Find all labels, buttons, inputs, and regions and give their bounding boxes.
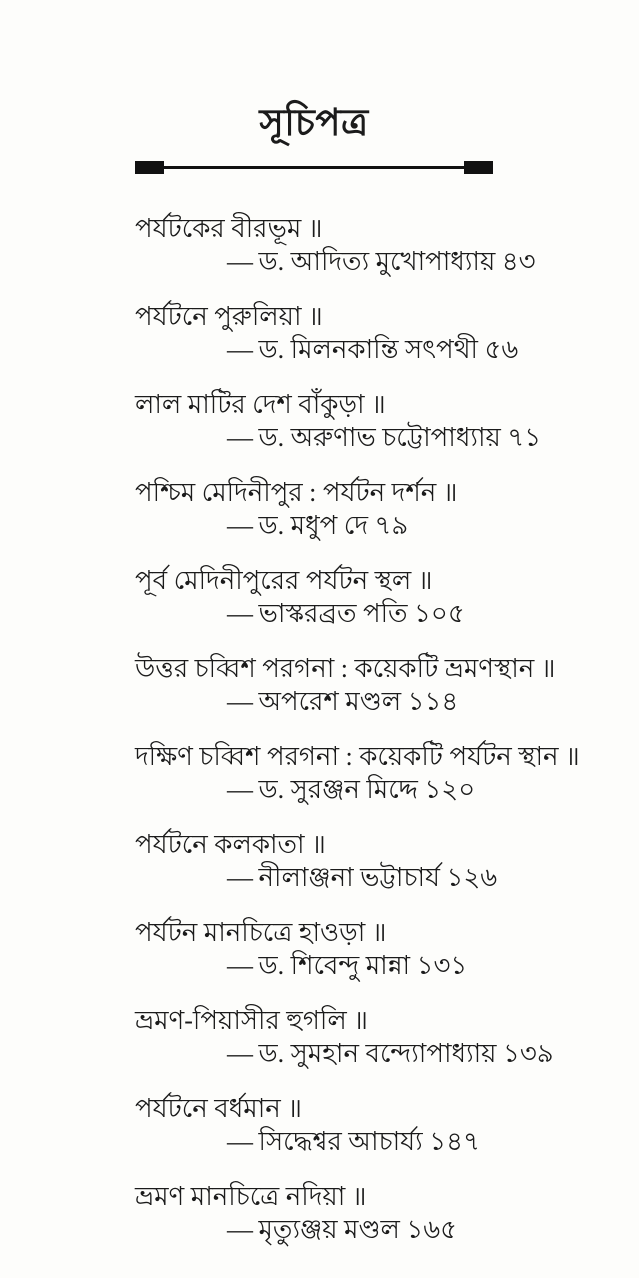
page-number: ১৩১ — [416, 951, 468, 980]
toc-entry — [135, 300, 615, 366]
author-dash: — — [227, 335, 252, 364]
toc-entry — [135, 1180, 615, 1246]
author-dash: — — [227, 599, 252, 628]
page-number: ১০৫ — [414, 599, 465, 628]
toc-entry — [135, 916, 615, 982]
entry-title: পর্যটন মানচিত্রে হাওড়া ॥ — [135, 918, 387, 947]
page-number: ১২০ — [424, 775, 476, 804]
toc-entry — [135, 212, 615, 278]
toc-entry — [135, 1004, 615, 1070]
divider-rule-line — [164, 166, 464, 169]
toc-entry — [135, 564, 615, 630]
entry-title: উত্তর চব্বিশ পরগনা : কয়েকটি ভ্রমণস্থান ॥ — [135, 654, 556, 683]
entry-author-line — [227, 1037, 615, 1070]
entry-author-line — [227, 685, 615, 718]
author-name: নীলাঞ্জনা ভট্টাচার্য — [258, 863, 441, 892]
entry-author-line — [227, 597, 615, 630]
author-name: ড. মধুপ দে — [258, 511, 369, 540]
title-divider — [135, 160, 493, 174]
toc-entry — [135, 740, 615, 806]
page-number: ১৪৭ — [429, 1127, 480, 1156]
author-name: ড. সুরঞ্জন মিদ্দে — [258, 775, 418, 804]
toc-list — [135, 212, 615, 1268]
entry-author-line — [227, 421, 615, 454]
author-dash: — — [227, 423, 252, 452]
toc-entry — [135, 828, 615, 894]
author-dash: — — [227, 247, 252, 276]
author-name: ভাস্করব্রত পতি — [258, 599, 408, 628]
entry-author-line — [227, 1125, 615, 1158]
author-dash: — — [227, 511, 252, 540]
entry-author-line — [227, 1213, 615, 1246]
page-number: ৫৬ — [484, 335, 519, 364]
page-title: সূচিপত্র — [259, 103, 369, 144]
divider-right-end-block — [464, 161, 493, 174]
page-number: ১৬৫ — [406, 1215, 458, 1244]
page-number: ৭৯ — [374, 511, 409, 540]
author-dash: — — [227, 951, 252, 980]
entry-title: পূর্ব মেদিনীপুরের পর্যটন স্থল ॥ — [135, 566, 433, 595]
toc-entry — [135, 476, 615, 542]
divider-left-end-block — [135, 161, 164, 174]
entry-title: পর্যটনে পুরুলিয়া ॥ — [135, 302, 323, 331]
author-dash: — — [227, 775, 252, 804]
page-number: ৪৩ — [501, 247, 536, 276]
page-number: ১২৬ — [446, 863, 498, 892]
author-name: ড. শিবেন্দু মান্না — [258, 951, 411, 980]
entry-author-line — [227, 333, 615, 366]
author-dash: — — [227, 687, 252, 716]
author-dash: — — [227, 1215, 252, 1244]
author-dash: — — [227, 1127, 252, 1156]
entry-author-line — [227, 861, 615, 894]
author-dash: — — [227, 863, 252, 892]
page-number: ১১৪ — [407, 687, 459, 716]
author-name: ড. আদিত্য মুখোপাধ্যায় — [258, 247, 496, 276]
entry-author-line — [227, 509, 615, 542]
entry-author-line — [227, 773, 615, 806]
entry-title: লাল মাটির দেশ বাঁকুড়া ॥ — [135, 390, 386, 419]
author-name: ড. মিলনকান্তি সৎপথী — [258, 335, 478, 364]
entry-title: দক্ষিণ চব্বিশ পরগনা : কয়েকটি পর্যটন স্থান ॥ — [135, 742, 580, 771]
toc-entry — [135, 1092, 615, 1158]
toc-entry — [135, 652, 615, 718]
author-dash: — — [227, 1039, 252, 1068]
entry-author-line — [227, 245, 615, 278]
page-number: ৭১ — [507, 423, 542, 452]
author-name: সিদ্ধেশ্বর আচার্য্য — [258, 1127, 423, 1156]
page-number: ১৩৯ — [502, 1039, 554, 1068]
author-name: ড. অরুণাভ চট্টোপাধ্যায় — [258, 423, 501, 452]
author-name: ড. সুমহান বন্দ্যোপাধ্যায় — [258, 1039, 497, 1068]
author-name: অপরেশ মণ্ডল — [258, 687, 402, 716]
entry-title: পশ্চিম মেদিনীপুর : পর্যটন দর্শন ॥ — [135, 478, 458, 507]
entry-title: পর্যটকের বীরভূম ॥ — [135, 214, 323, 243]
entry-title: ভ্রমণ মানচিত্রে নদিয়া ॥ — [135, 1182, 367, 1211]
entry-title: পর্যটনে কলকাতা ॥ — [135, 830, 326, 859]
entry-title: ভ্রমণ-পিয়াসীর হুগলি ॥ — [135, 1006, 368, 1035]
entry-title: পর্যটনে বর্ধমান ॥ — [135, 1094, 303, 1123]
entry-author-line — [227, 949, 615, 982]
author-name: মৃত্যুঞ্জয় মণ্ডল — [258, 1215, 400, 1244]
toc-entry — [135, 388, 615, 454]
